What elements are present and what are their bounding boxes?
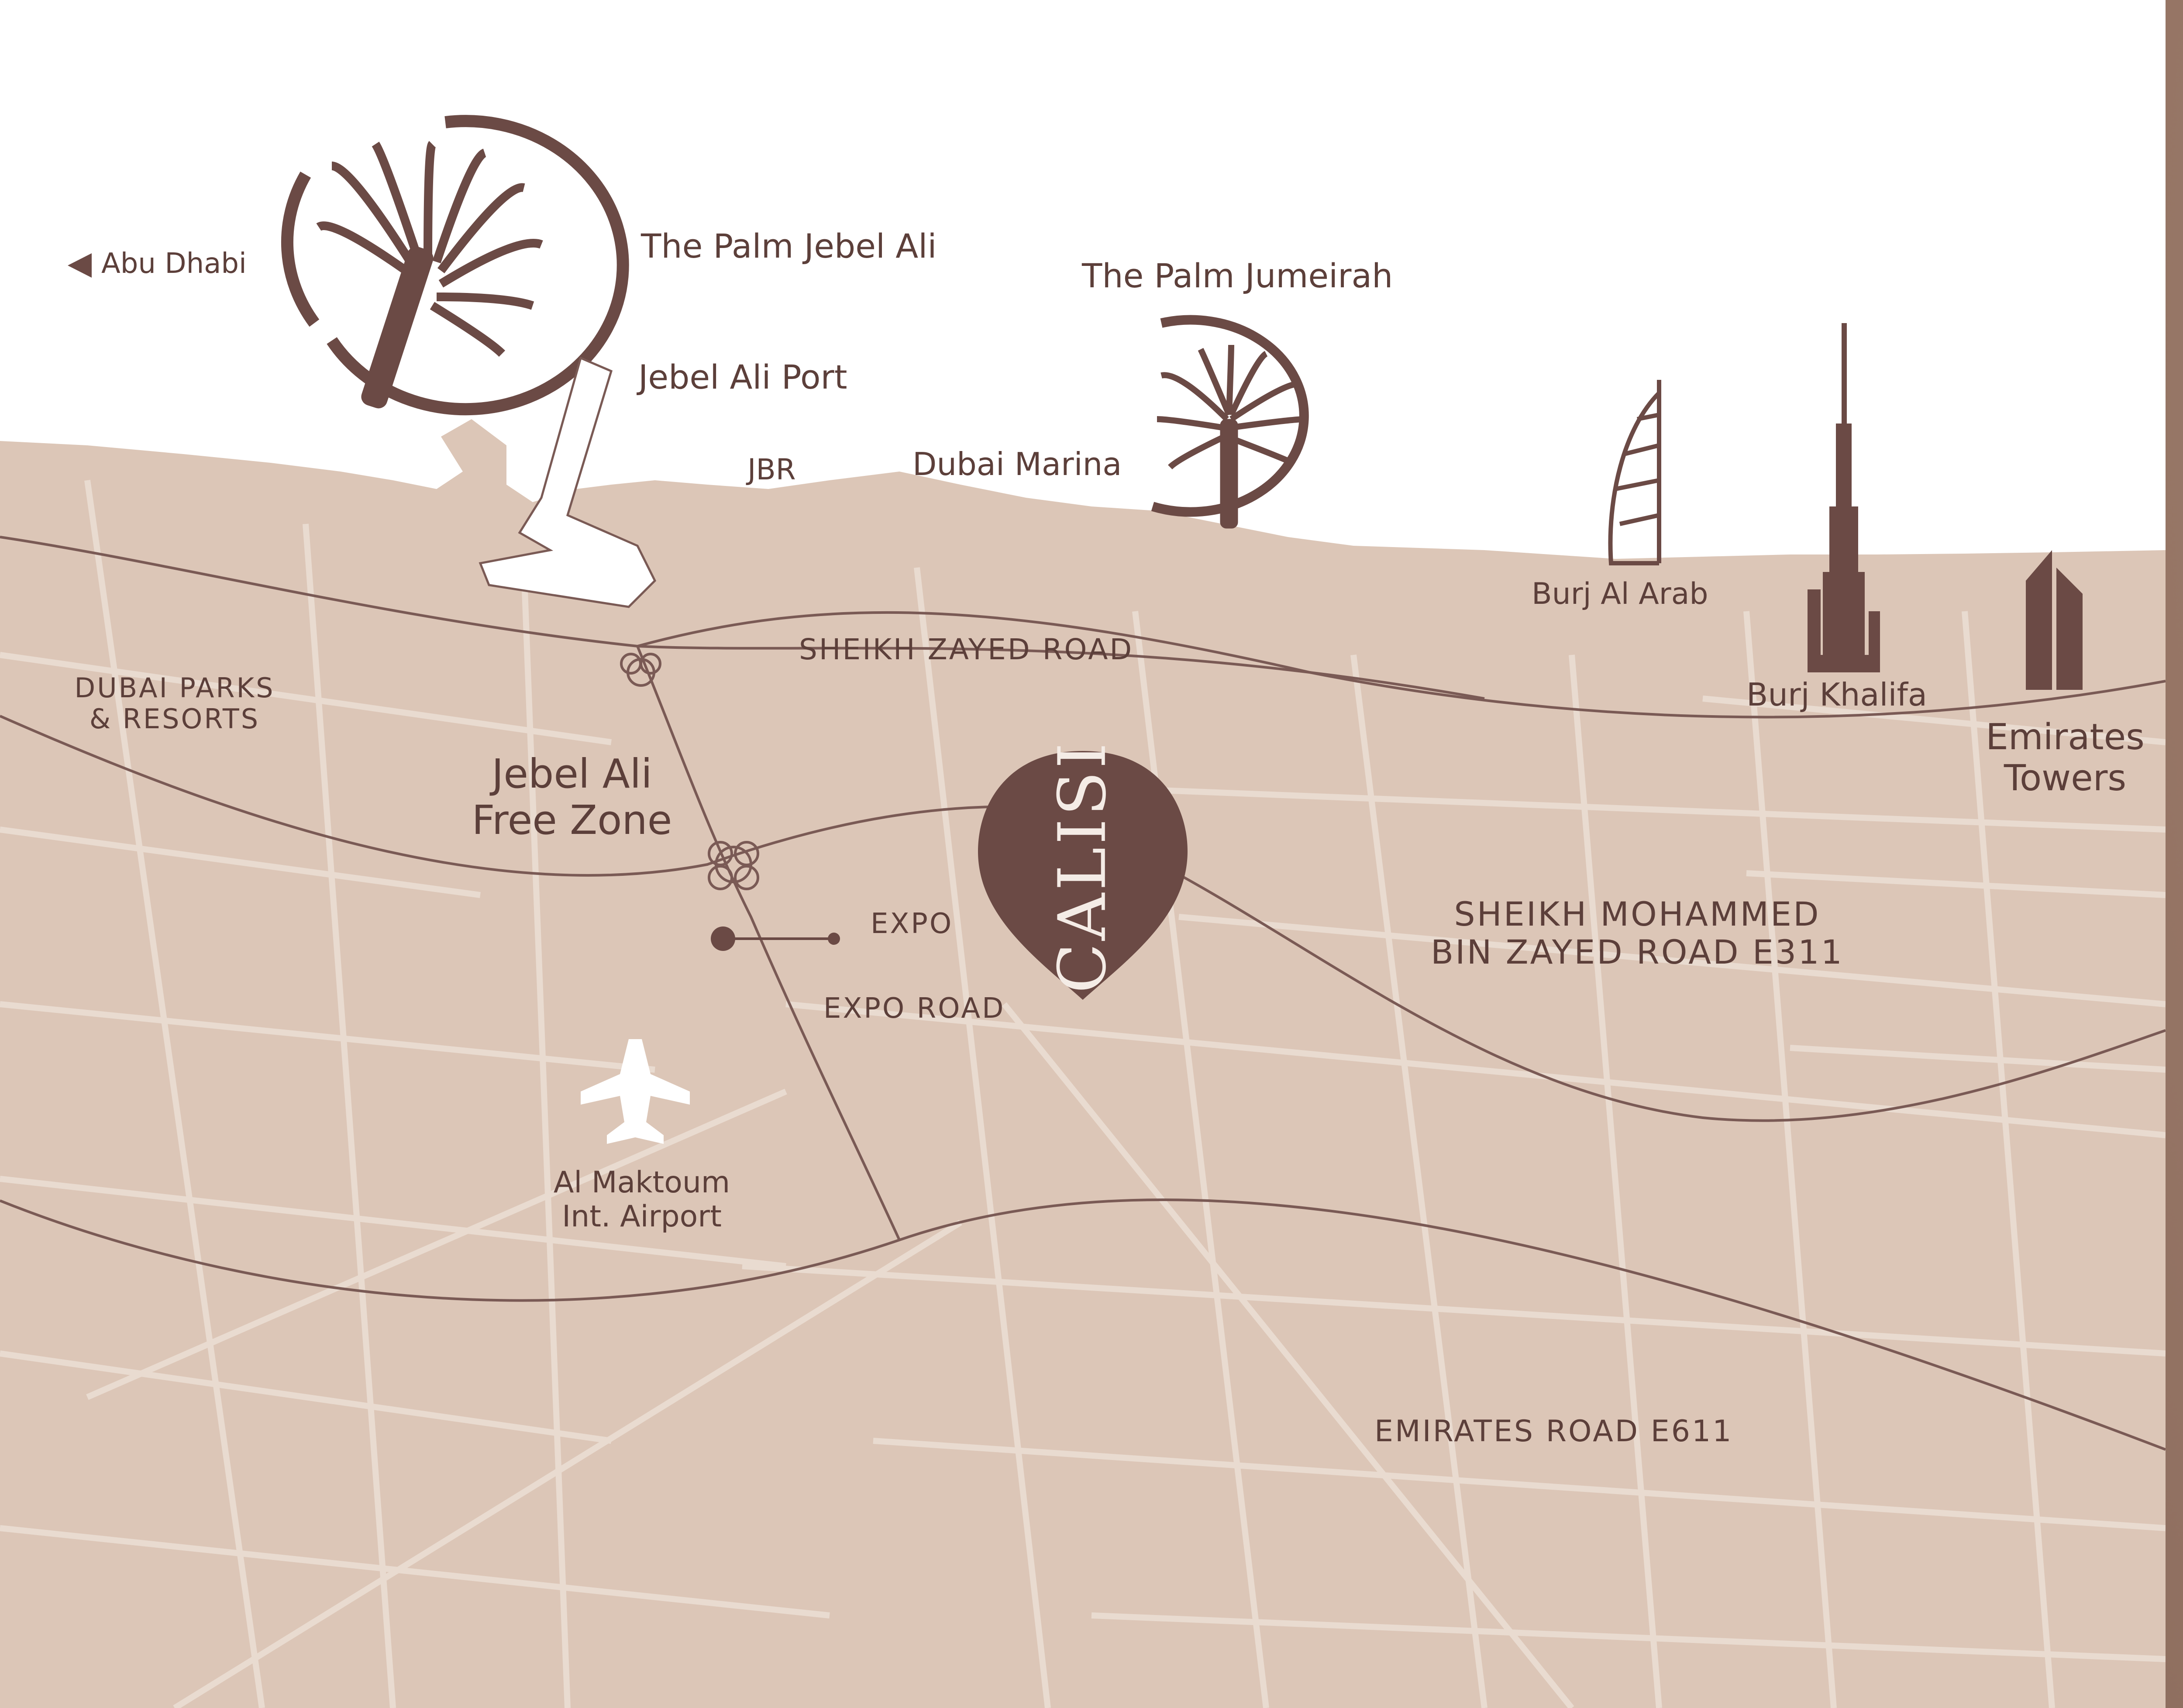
- label-jbr: JBR: [747, 453, 796, 486]
- label-dubai-marina: Dubai Marina: [912, 446, 1122, 482]
- label-dubai-parks: [61, 672, 288, 735]
- label-jebel-ali-free-zone: [454, 751, 690, 844]
- label-airport-line2: Int. Airport: [562, 1199, 722, 1234]
- label-emirates-towers: [1982, 717, 2148, 799]
- label-sheikh-zayed-road: SHEIKH ZAYED ROAD: [799, 633, 1134, 666]
- label-emirates-towers-line2: Towers: [2004, 758, 2127, 799]
- label-jebel-ali-fz-line2: Free Zone: [472, 796, 672, 844]
- label-abu-dhabi: Abu Dhabi: [101, 248, 247, 280]
- calisi-pin-label: CALISI: [1044, 740, 1121, 993]
- label-palm-jebel-ali: The Palm Jebel Ali: [641, 227, 937, 265]
- label-expo-road: EXPO ROAD: [823, 992, 1005, 1025]
- label-burj-khalifa: Burj Khalifa: [1746, 676, 1927, 713]
- label-dubai-parks-line2: & RESORTS: [89, 703, 260, 735]
- label-burj-al-arab: Burj Al Arab: [1532, 577, 1708, 611]
- label-al-maktoum-airport: [511, 1166, 773, 1234]
- label-emirates-road: EMIRATES ROAD E611: [1374, 1414, 1733, 1449]
- label-smbz-line2: BIN ZAYED ROAD E311: [1431, 933, 1844, 972]
- label-smbz-line1: SHEIKH MOHAMMED: [1454, 895, 1821, 933]
- label-expo: EXPO: [871, 908, 954, 940]
- label-emirates-towers-line1: Emirates: [1986, 716, 2145, 758]
- label-jebel-ali-fz-line1: Jebel Ali: [492, 751, 652, 797]
- label-dubai-parks-line1: DUBAI PARKS: [74, 672, 275, 704]
- label-airport-line1: Al Maktoum: [553, 1165, 730, 1200]
- label-jebel-ali-port: Jebel Ali Port: [638, 358, 847, 396]
- label-smbz-road: [1397, 895, 1877, 971]
- label-palm-jumeirah: The Palm Jumeirah: [1082, 256, 1393, 295]
- info-panel: [2166, 0, 2183, 1708]
